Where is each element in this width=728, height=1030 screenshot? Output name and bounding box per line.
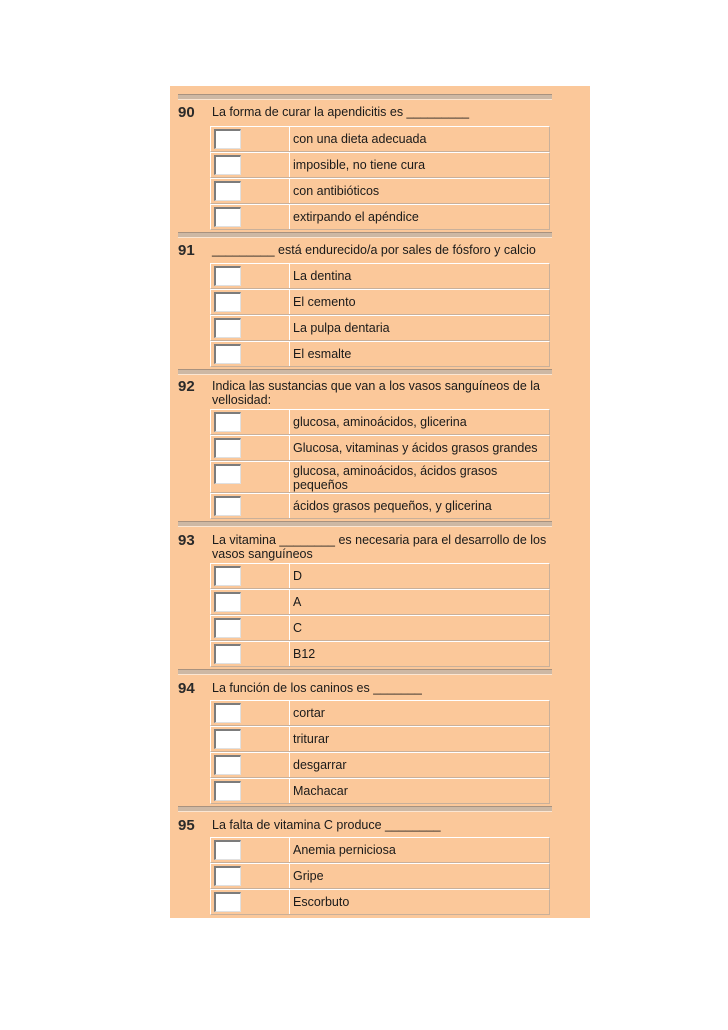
answer-option-label: D (293, 569, 303, 583)
answer-checkbox[interactable] (214, 318, 241, 338)
answer-option-label: El esmalte (293, 347, 352, 361)
answer-option-label: extirpando el apéndice (293, 210, 419, 224)
answer-option-label: C (293, 621, 303, 635)
column-divider (289, 564, 290, 588)
question-text: La función de los caninos es _______ (212, 681, 422, 695)
question-separator (178, 369, 552, 375)
answer-option-row[interactable] (210, 589, 550, 615)
answer-checkbox[interactable] (214, 344, 241, 364)
column-divider (289, 342, 290, 366)
answer-option-row[interactable] (210, 641, 550, 667)
answer-option-label: triturar (293, 732, 330, 746)
column-divider (289, 264, 290, 288)
column-divider (289, 727, 290, 751)
answer-option-label: con antibióticos (293, 184, 380, 198)
answer-option-label: ácidos grasos pequeños, y glicerina (293, 499, 492, 513)
question-number: 94 (178, 680, 195, 697)
question-number: 95 (178, 817, 195, 834)
answer-option-row[interactable] (210, 263, 550, 289)
column-divider (289, 127, 290, 151)
column-divider (289, 179, 290, 203)
answer-option-label: Gripe (293, 869, 324, 883)
answer-checkbox[interactable] (214, 464, 241, 484)
answer-option-row[interactable] (210, 126, 550, 152)
question-text: La forma de curar la apendicitis es _________ (212, 105, 470, 119)
answer-option-label: A (293, 595, 302, 609)
answer-checkbox[interactable] (214, 566, 241, 586)
answer-checkbox[interactable] (214, 207, 241, 227)
answer-option-label: imposible, no tiene cura (293, 158, 426, 172)
question-number: 93 (178, 532, 195, 549)
question-text: _________ está endurecido/a por sales de fósforo y calcio (212, 243, 536, 257)
column-divider (289, 779, 290, 803)
answer-option-label: cortar (293, 706, 325, 720)
answer-checkbox[interactable] (214, 866, 241, 886)
answer-checkbox[interactable] (214, 703, 241, 723)
answer-checkbox[interactable] (214, 644, 241, 664)
question-text: La vitamina ________ es necesaria para el desarrollo de los vasos sanguíneos (212, 533, 547, 561)
column-divider (289, 642, 290, 666)
answer-option-row[interactable] (210, 178, 550, 204)
answer-checkbox[interactable] (214, 292, 241, 312)
answer-checkbox[interactable] (214, 438, 241, 458)
answer-checkbox[interactable] (214, 592, 241, 612)
answer-option-row[interactable] (210, 563, 550, 589)
question-separator (178, 521, 552, 527)
answer-option-label: desgarrar (293, 758, 347, 772)
answer-option-row[interactable] (210, 435, 550, 461)
column-divider (289, 864, 290, 888)
answer-checkbox[interactable] (214, 840, 241, 860)
answer-option-label: Escorbuto (293, 895, 350, 909)
answer-option-label: Machacar (293, 784, 348, 798)
column-divider (289, 590, 290, 614)
question-number: 92 (178, 378, 195, 395)
column-divider (289, 290, 290, 314)
answer-option-row[interactable] (210, 409, 550, 435)
answer-option-row[interactable] (210, 152, 550, 178)
quiz-panel (170, 86, 590, 918)
answer-option-row[interactable] (210, 837, 550, 863)
column-divider (289, 494, 290, 518)
answer-option-label: Glucosa, vitaminas y ácidos grasos grandes (293, 441, 538, 455)
column-divider (289, 436, 290, 460)
answer-option-label: con una dieta adecuada (293, 132, 427, 146)
question-text: Indica las sustancias que van a los vasos sanguíneos de la vellosidad: (212, 379, 540, 407)
answer-option-row[interactable] (210, 863, 550, 889)
answer-option-label: El cemento (293, 295, 356, 309)
column-divider (289, 890, 290, 914)
answer-option-row[interactable] (210, 289, 550, 315)
column-divider (289, 316, 290, 340)
answer-option-row[interactable] (210, 615, 550, 641)
answer-option-row[interactable] (210, 889, 550, 915)
answer-option-row[interactable] (210, 778, 550, 804)
answer-checkbox[interactable] (214, 181, 241, 201)
question-number: 90 (178, 104, 195, 121)
question-number: 91 (178, 242, 195, 259)
question-separator (178, 94, 552, 100)
answer-option-label: La dentina (293, 269, 352, 283)
answer-option-label: B12 (293, 647, 316, 661)
column-divider (289, 462, 290, 492)
answer-checkbox[interactable] (214, 496, 241, 516)
answer-checkbox[interactable] (214, 155, 241, 175)
answer-checkbox[interactable] (214, 755, 241, 775)
answer-checkbox[interactable] (214, 129, 241, 149)
column-divider (289, 616, 290, 640)
column-divider (289, 410, 290, 434)
answer-option-label: glucosa, aminoácidos, ácidos grasos pequeños (293, 464, 498, 492)
question-separator (178, 232, 552, 238)
question-text: La falta de vitamina C produce ________ (212, 818, 441, 832)
column-divider (289, 205, 290, 229)
answer-option-label: La pulpa dentaria (293, 321, 390, 335)
answer-option-row[interactable] (210, 493, 550, 519)
answer-checkbox[interactable] (214, 618, 241, 638)
answer-option-row[interactable] (210, 204, 550, 230)
column-divider (289, 153, 290, 177)
answer-option-row[interactable] (210, 700, 550, 726)
question-separator (178, 669, 552, 675)
answer-checkbox[interactable] (214, 781, 241, 801)
column-divider (289, 753, 290, 777)
answer-option-row[interactable] (210, 752, 550, 778)
answer-option-label: glucosa, aminoácidos, glicerina (293, 415, 467, 429)
column-divider (289, 701, 290, 725)
answer-checkbox[interactable] (214, 729, 241, 749)
answer-option-row[interactable] (210, 315, 550, 341)
answer-option-label: Anemia perniciosa (293, 843, 396, 857)
answer-option-row[interactable] (210, 726, 550, 752)
answer-option-row[interactable] (210, 341, 550, 367)
answer-checkbox[interactable] (214, 892, 241, 912)
question-separator (178, 806, 552, 812)
answer-option-row[interactable] (210, 461, 550, 493)
answer-checkbox[interactable] (214, 412, 241, 432)
column-divider (289, 838, 290, 862)
answer-checkbox[interactable] (214, 266, 241, 286)
